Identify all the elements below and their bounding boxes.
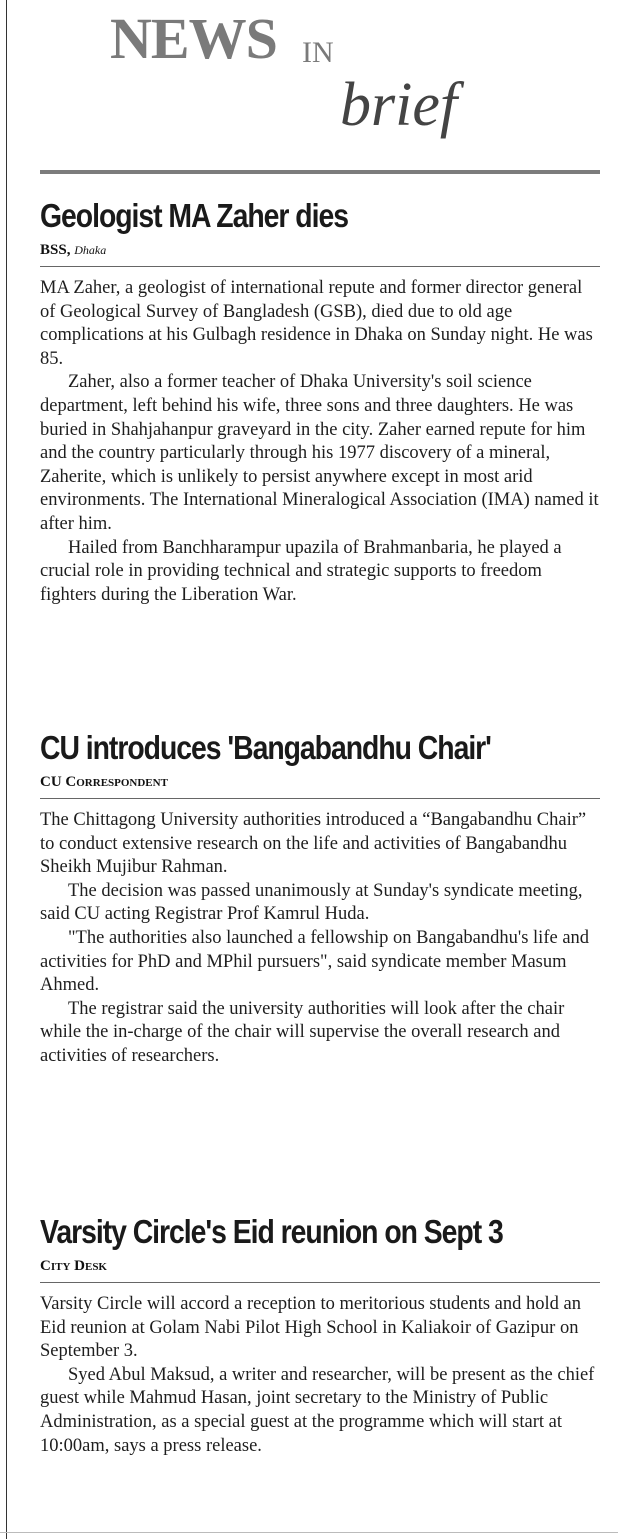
news-in-brief-column <box>40 0 602 1456</box>
story-geologist-zaher <box>40 196 600 607</box>
story-paragraph: Hailed from Banchharampur upazila of Brahmanbaria, he played a crucial role in providing technical and strategic supports to freedom fighters during the Liberation War. <box>40 537 562 605</box>
masthead-in: IN <box>302 36 334 69</box>
masthead-rule <box>40 170 600 174</box>
masthead-news: NEWS <box>110 6 277 71</box>
story-paragraph: The decision was passed unanimously at Sunday's syndicate meeting, said CU acting Registrar Prof Kamrul Huda. <box>40 880 583 925</box>
byline-agency: CU Correspondent <box>40 774 168 790</box>
byline-place: Dhaka <box>74 243 107 257</box>
column-left-rule <box>6 0 7 1539</box>
story-cu-bangabandhu-chair <box>40 728 600 1069</box>
masthead-brief: brief <box>340 71 458 139</box>
story-paragraph: MA Zaher, a geologist of international repute and former director general of Geological Survey of Bangladesh (GSB), died due to old age complications at his Gulbagh residence in Dhaka on Sunday night. He was 85. <box>40 278 593 369</box>
story-byline <box>40 1256 600 1276</box>
story-paragraph: The Chittagong University authorities introduced a “Bangabandhu Chair” to conduct extensive research on the life and activities of Bangabandhu Sheikh Mujibur Rahman. <box>40 810 587 878</box>
byline-agency: City Desk <box>40 1258 107 1274</box>
story-divider <box>40 266 600 267</box>
story-headline: CU introduces 'Bangabandhu Chair' <box>40 729 491 766</box>
story-divider <box>40 1282 600 1283</box>
story-paragraph: Syed Abul Maksud, a writer and researcher, will be present as the chief guest while Mahmud Hasan, joint secretary to the Ministry of Public Administration, as a special guest at the programme which will start at 10:00am, says a press release. <box>40 1364 595 1456</box>
story-headline: Geologist MA Zaher dies <box>40 197 348 234</box>
story-paragraph: Zaher, also a former teacher of Dhaka University's soil science department, left behind his wife, three sons and three daughters. He was buried in Shahjahanpur graveyard in the city. Zaher earned repute for him and the country particularly through his 1977 discovery of a mineral, Zaherite, which is unlikely to persist anywhere except in most arid environments. The International Mineralogical Association (IMA) named it after him. <box>40 372 599 534</box>
page-bottom-rule <box>0 1532 618 1533</box>
story-byline <box>40 772 600 792</box>
story-headline: Varsity Circle's Eid reunion on Sept 3 <box>40 1213 503 1250</box>
story-body <box>40 1293 600 1458</box>
story-varsity-circle-reunion <box>40 1212 600 1458</box>
story-divider <box>40 798 600 799</box>
story-paragraph: "The authorities also launched a fellowship on Bangabandhu's life and activities for PhD and MPhil pursuers", said syndicate member Masum Ahmed. <box>40 927 590 996</box>
story-body <box>40 809 600 1069</box>
story-paragraph: Varsity Circle will accord a reception to meritorious students and hold an Eid reunion at Golam Nabi Pilot High School in Kaliakoir of Gazipur on September 3. <box>40 1294 581 1362</box>
section-masthead <box>40 0 602 180</box>
story-body <box>40 277 600 607</box>
story-paragraph: The registrar said the university authorities will look after the chair while the in-charge of the chair will supervise the overall research and activities of researchers. <box>40 998 565 1066</box>
story-byline <box>40 240 600 260</box>
byline-agency: BSS, <box>40 242 71 258</box>
